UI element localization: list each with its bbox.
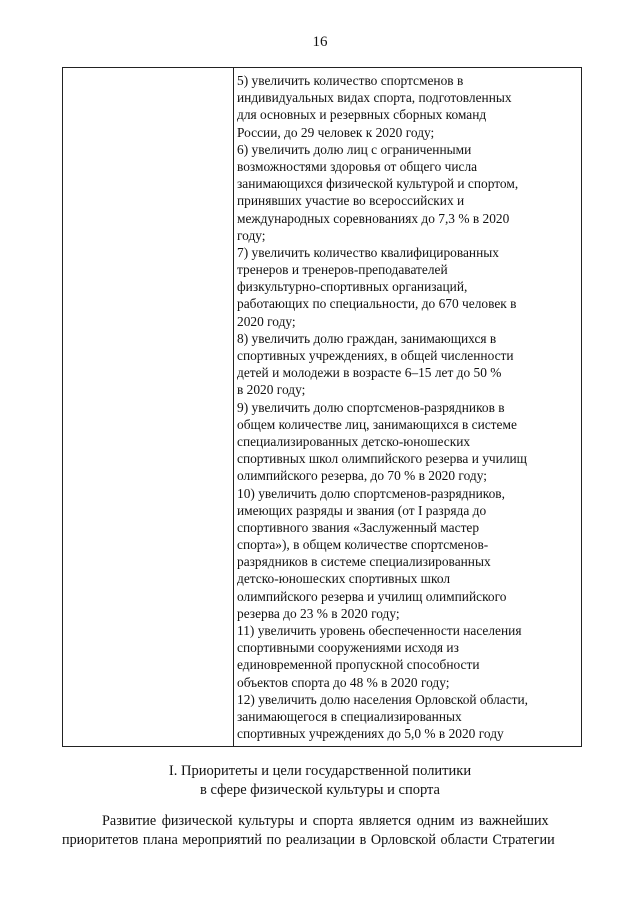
table-text-line: принявших участие во всероссийских и bbox=[237, 193, 465, 209]
table-text-line: 2020 году; bbox=[237, 313, 296, 329]
table-text-line: 10) увеличить долю спортсменов-разрядников, bbox=[237, 485, 505, 501]
table-text-line: занимающихся физической культурой и спортом, bbox=[237, 176, 519, 192]
table-text-line: 6) увеличить долю лиц с ограниченными bbox=[237, 141, 472, 157]
section-heading-line-1: I. Приоритеты и цели государственной политики bbox=[168, 763, 472, 779]
section-heading-line-2: в сфере физической культуры и спорта bbox=[200, 782, 440, 798]
table-text-line: спортивных учреждениях, в общей численности bbox=[237, 348, 514, 363]
table-text-line: специализированных детско-юношеских bbox=[237, 433, 471, 449]
table-text-line: олимпийского резерва, до 70 % в 2020 году; bbox=[237, 468, 487, 484]
table-text-line: году; bbox=[237, 227, 266, 243]
page-number: 16 bbox=[312, 34, 328, 50]
table-text-line: спортивного звания «Заслуженный мастер bbox=[237, 519, 480, 535]
table-text-line: общем количестве лиц, занимающихся в системе bbox=[237, 416, 517, 432]
table-text-line: спорта»), в общем количестве спортсменов- bbox=[237, 537, 489, 553]
table-text-line: спортивных школ олимпийского резерва и училищ bbox=[237, 451, 527, 467]
table-text-line: детей и молодежи в возрасте 6–15 лет до 50 % bbox=[237, 365, 502, 381]
table-right-cell bbox=[237, 72, 577, 742]
table-text-line: занимающегося в специализированных bbox=[237, 708, 462, 724]
table-text-line: детско-юношеских спортивных школ bbox=[237, 571, 451, 587]
table-text-line: спортивными сооружениями исходя из bbox=[237, 640, 459, 656]
table-text-line: России, до 29 человек к 2020 году; bbox=[237, 124, 435, 140]
table-text-line: тренеров и тренеров-преподавателей bbox=[237, 262, 448, 278]
table-text-line: резерва до 23 % в 2020 году; bbox=[237, 605, 400, 621]
table-text-line: единовременной пропускной способности bbox=[237, 657, 480, 673]
body-paragraph bbox=[62, 812, 582, 850]
table-text-line: 9) увеличить долю спортсменов-разрядников в bbox=[237, 399, 505, 415]
column-divider bbox=[233, 68, 234, 746]
table-text-line: работающих по специальности, до 670 человек в bbox=[237, 296, 517, 312]
table-text-line: 11) увеличить уровень обеспеченности населения bbox=[237, 623, 522, 638]
table-text-line: физкультурно-спортивных организаций, bbox=[237, 279, 468, 295]
table-text-line: разрядников в системе специализированных bbox=[237, 554, 491, 570]
table-left-cell bbox=[63, 68, 233, 746]
table-text-line: 12) увеличить долю населения Орловской области, bbox=[237, 691, 529, 707]
paragraph-line-1: Развитие физической культуры и спорта является одним из важнейших bbox=[102, 813, 549, 829]
table-text-line: спортивных учреждениях до 5,0 % в 2020 году bbox=[237, 726, 504, 742]
section-heading bbox=[0, 762, 640, 800]
table-text-line: 7) увеличить количество квалифицированных bbox=[237, 244, 499, 260]
table-text-line: в 2020 году; bbox=[237, 382, 306, 398]
table-text-line: имеющих разряды и звания (от I разряда до bbox=[237, 502, 487, 518]
table-text-line: 8) увеличить долю граждан, занимающихся в bbox=[237, 330, 497, 346]
table-text-line: для основных и резервных сборных команд bbox=[237, 107, 487, 123]
goals-table bbox=[62, 67, 582, 747]
table-text-line: международных соревнованиях до 7,3 % в 2020 bbox=[237, 210, 510, 226]
table-text-line: олимпийского резерва и училищ олимпийского bbox=[237, 588, 507, 604]
paragraph-line-2: приоритетов плана мероприятий по реализации в Орловской области Стратегии bbox=[62, 832, 555, 848]
table-text-line: индивидуальных видах спорта, подготовленных bbox=[237, 90, 512, 106]
table-text-line: возможностями здоровья от общего числа bbox=[237, 158, 478, 174]
table-text-line: объектов спорта до 48 % в 2020 году; bbox=[237, 674, 450, 690]
table-text-line: 5) увеличить количество спортсменов в bbox=[237, 73, 464, 88]
